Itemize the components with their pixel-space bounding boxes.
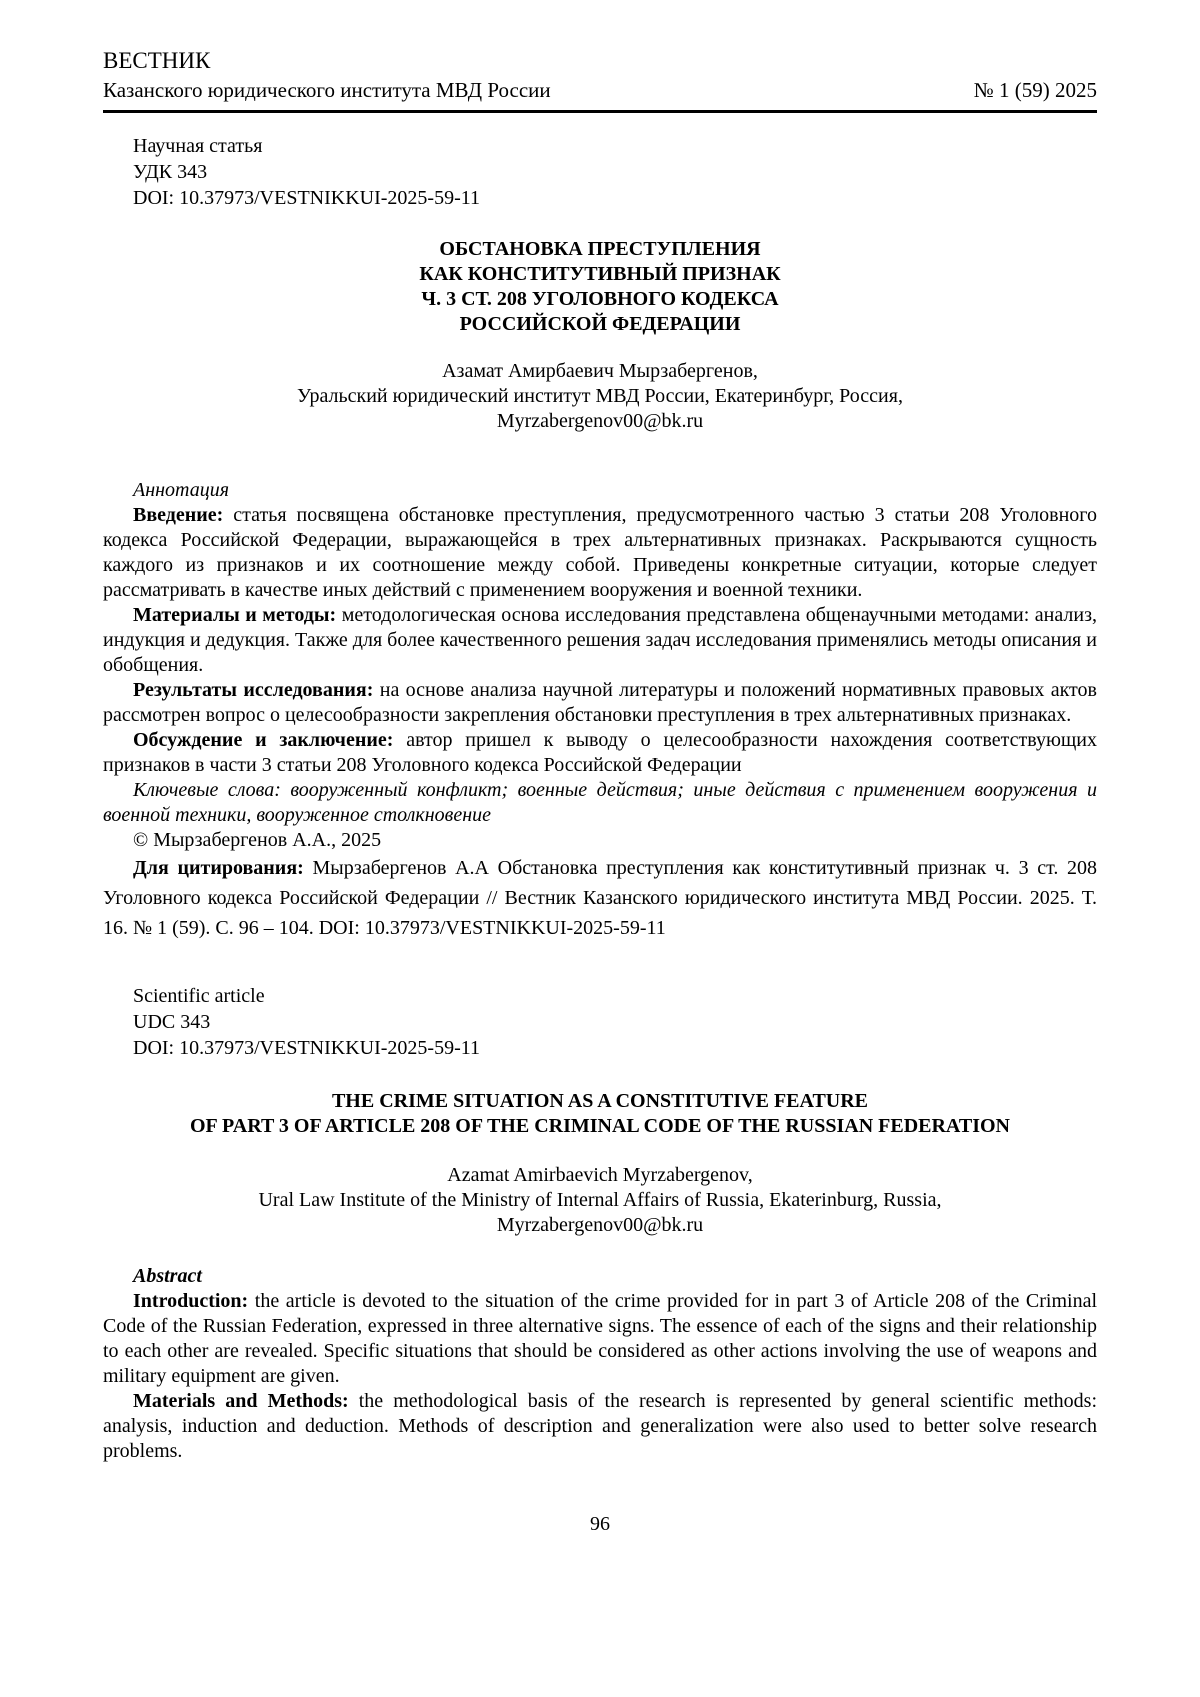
ru-frontmatter <box>103 133 1097 211</box>
ru-author-email: Myrzabergenov00@bk.ru <box>496 410 704 432</box>
en-doi: DOI: 10.37973/VESTNIKKUI-2025-59-11 <box>133 1037 480 1059</box>
en-abstract-section <box>103 1264 1097 1464</box>
keywords-lead: Ключевые слова: <box>133 779 281 801</box>
ru-copyright: © Мырзабергенов А.А., 2025 <box>133 829 382 851</box>
ru-udc: УДК 343 <box>133 161 208 183</box>
en-author-name: Azamat Amirbaevich Myrzabergenov, <box>447 1164 753 1186</box>
ru-citation <box>103 853 1097 943</box>
ru-title-line: КАК КОНСТИТУТИВНЫЙ ПРИЗНАК <box>419 263 781 285</box>
en-frontmatter <box>103 983 1097 1061</box>
en-title-line: OF PART 3 OF ARTICLE 208 OF THE CRIMINAL CODE OF THE RUSSIAN FEDERATION <box>190 1115 1010 1137</box>
ru-title-line: Ч. 3 СТ. 208 УГОЛОВНОГО КОДЕКСА <box>421 288 779 310</box>
ru-affiliation: Уральский юридический институт МВД России, Екатеринбург, Россия, <box>297 385 903 407</box>
paragraph-lead: Обсуждение и заключение: <box>133 729 394 751</box>
issue-number: № 1 (59) 2025 <box>973 78 1097 102</box>
paragraph-lead: Materials and Methods: <box>133 1390 349 1412</box>
annotation-heading: Аннотация <box>133 479 230 501</box>
ru-title-line: РОССИЙСКОЙ ФЕДЕРАЦИИ <box>459 313 741 335</box>
en-paragraph-introduction <box>103 1289 1097 1389</box>
ru-annotation-section <box>103 478 1097 943</box>
ru-keywords <box>103 778 1097 828</box>
paragraph-lead: Результаты исследования: <box>133 679 374 701</box>
en-paragraph-materials-methods <box>103 1389 1097 1464</box>
ru-author-name: Азамат Амирбаевич Мырзабергенов, <box>442 360 758 382</box>
paragraph-text: автор пришел к выводу о целесообразности нахождения соответствующих признаков в части 3 статьи 208 Уголовного кодекса Российской Федерации <box>103 729 1098 776</box>
ru-author-block <box>103 359 1097 434</box>
en-udc: UDC 343 <box>133 1011 211 1033</box>
ru-paragraph-results <box>103 678 1097 728</box>
keywords-text: вооруженный конфликт; военные действия; иные действия с применением вооружения и военной техники, вооруженное столкновение <box>103 779 1097 826</box>
header-divider <box>103 110 1097 113</box>
ru-paragraph-discussion <box>103 728 1097 778</box>
journal-header <box>103 46 1097 113</box>
paragraph-text: the article is devoted to the situation of the crime provided for in part 3 of Article 208 of the Criminal Code of the Russian Federation, expressed in three alternative signs. The essence of each of the signs and their relationship to each other are revealed. Specific situations that should be considered as other actions involving the use of weapons and military equipment are given. <box>103 1290 1098 1387</box>
paragraph-lead: Introduction: <box>133 1290 249 1312</box>
ru-doi: DOI: 10.37973/VESTNIKKUI-2025-59-11 <box>133 187 480 209</box>
paragraph-lead: Материалы и методы: <box>133 604 337 626</box>
ru-article-title <box>103 237 1097 337</box>
en-author-email: Myrzabergenov00@bk.ru <box>496 1214 704 1236</box>
ru-paragraph-introduction <box>103 503 1097 603</box>
paragraph-text: статья посвящена обстановке преступления, предусмотренного частью 3 статьи 208 Уголовного кодекса Российской Федерации, выражающейся в трех альтернативных признаках. Раскрываются сущность каждого из признаков и их соотношение между собой. Приведены конкретные ситуации, которые следует рассматривать в качестве иных действий с применением вооружения и военной техники. <box>103 504 1097 601</box>
paragraph-text: на основе анализа научной литературы и положений нормативных правовых актов рассмотрен вопрос о целесообразности закрепления обстановки преступления в трех альтернативных признаках. <box>103 679 1097 726</box>
page-number: 96 <box>590 1513 610 1535</box>
en-author-block <box>103 1163 1097 1238</box>
ru-article-type: Научная статья <box>133 135 263 157</box>
en-article-type: Scientific article <box>133 985 265 1007</box>
citation-lead: Для цитирования: <box>133 857 304 879</box>
journal-name-block <box>103 46 551 104</box>
en-article-title <box>103 1089 1097 1139</box>
citation-text: Мырзабергенов А.А Обстановка преступления как конститутивный признак ч. 3 ст. 208 Уголовного кодекса Российской Федерации // Вестник Казанского юридического института МВД России. 2025. Т. 16. № 1 (59). С. 96 – 104. DOI: 10.37973/VESTNIKKUI-2025-59-11 <box>103 857 1097 939</box>
ru-paragraph-materials-methods <box>103 603 1097 678</box>
journal-title: ВЕСТНИК <box>103 48 211 73</box>
paragraph-lead: Введение: <box>133 504 224 526</box>
en-title-line: THE CRIME SITUATION AS A CONSTITUTIVE FEATURE <box>331 1090 869 1112</box>
en-affiliation: Ural Law Institute of the Ministry of Internal Affairs of Russia, Ekaterinburg, Russia, <box>258 1189 942 1211</box>
paragraph-text: методологическая основа исследования представлена общенаучными методами: анализ, индукция и дедукция. Также для более качественного решения задач исследования применялись методы описания и обобщения. <box>103 604 1097 676</box>
journal-header-row <box>103 46 1097 104</box>
journal-subtitle: Казанского юридического института МВД России <box>103 78 551 102</box>
abstract-heading: Abstract <box>133 1265 202 1287</box>
ru-title-line: ОБСТАНОВКА ПРЕСТУПЛЕНИЯ <box>439 238 761 260</box>
paragraph-text: the methodological basis of the research is represented by general scientific methods: analysis, induction and deduction. Methods of description and generalization were also used to better solve research problems. <box>103 1390 1098 1462</box>
